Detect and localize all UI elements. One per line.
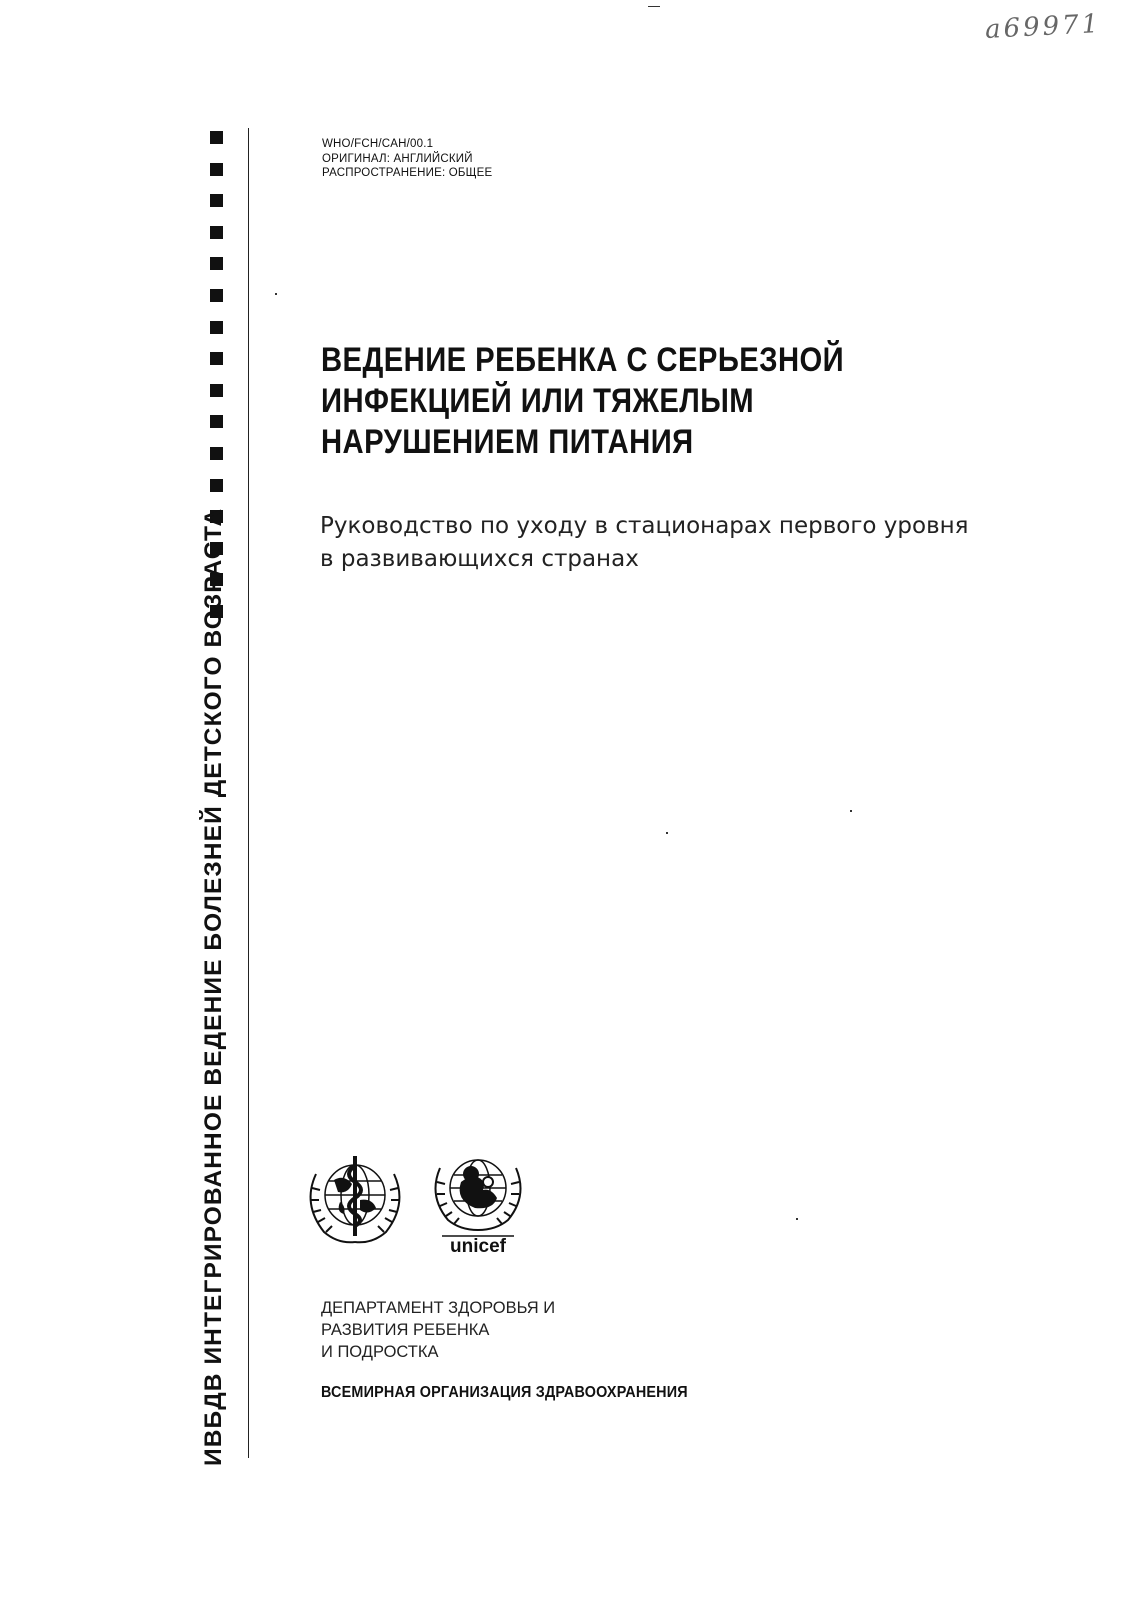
vertical-divider [248,128,249,1458]
department-name [321,1297,555,1363]
department-line: И ПОДРОСТКА [321,1343,439,1361]
document-code: WHO/FCH/CAH/00.1 [322,138,434,150]
title-line: НАРУШЕНИЕМ ПИТАНИЯ [321,423,694,461]
subtitle-line: Руководство по уходу в стационарах первого уровня [320,513,969,539]
series-title: ИВБДВ ИНТЕГРИРОВАННОЕ ВЕДЕНИЕ БОЛЕЗНЕЙ ДЕТСКОГО ВОЗРАСТА [200,507,227,1466]
square-marker-icon [210,321,223,334]
document-codes [322,137,492,181]
square-marker-icon [210,194,223,207]
who-emblem-icon [300,1148,410,1248]
department-line: ДЕПАРТАМЕНТ ЗДОРОВЬЯ И [321,1299,556,1317]
square-marker-icon [210,479,223,492]
square-marker-icon [210,257,223,270]
scan-speck [648,6,660,7]
unicef-emblem-icon [428,1148,528,1258]
square-marker-icon [210,163,223,176]
square-marker-icon [210,131,223,144]
square-marker-icon [210,384,223,397]
handwritten-archive-number: a69971 [984,8,1102,46]
square-marker-icon [210,447,223,460]
document-subtitle [320,510,969,576]
subtitle-line: в развивающихся странах [320,546,639,572]
organization-name: ВСЕМИРНАЯ ОРГАНИЗАЦИЯ ЗДРАВООХРАНЕНИЯ [321,1384,688,1401]
emblems [300,1148,540,1268]
distribution: РАСПРОСТРАНЕНИЕ: ОБЩЕЕ [322,167,493,179]
scan-speck [275,293,277,295]
square-marker-icon [210,415,223,428]
scan-speck [850,810,852,812]
document-title [321,340,844,463]
department-line: РАЗВИТИЯ РЕБЕНКА [321,1321,490,1339]
original-language: ОРИГИНАЛ: АНГЛИЙСКИЙ [322,152,473,165]
square-marker-icon [210,352,223,365]
square-marker-icon [210,289,223,302]
title-line: ВЕДЕНИЕ РЕБЕНКА С СЕРЬЕЗНОЙ [321,341,845,379]
scan-speck [796,1218,798,1220]
square-marker-icon [210,226,223,239]
unicef-label: unicef [450,1236,506,1257]
title-line: ИНФЕКЦИЕЙ ИЛИ ТЯЖЕЛЫМ [321,382,755,420]
scan-speck [666,832,668,834]
